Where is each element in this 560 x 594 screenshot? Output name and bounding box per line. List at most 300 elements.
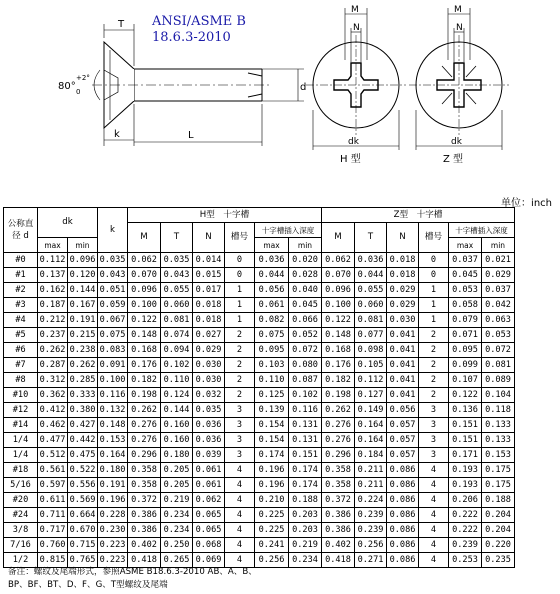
table-cell: 0.711 (38, 508, 68, 523)
table-cell: 0.029 (482, 268, 515, 283)
table-cell: 0.239 (355, 523, 387, 538)
table-cell: 0.203 (289, 508, 322, 523)
table-cell: 1 (225, 313, 255, 328)
table-cell: 0.222 (449, 523, 482, 538)
header-h-depth-max: max (255, 238, 289, 253)
table-cell: 0.032 (193, 388, 225, 403)
table-cell: 0.256 (255, 553, 289, 568)
table-cell: 0.144 (161, 403, 193, 418)
table-cell: 0.276 (128, 433, 161, 448)
table-cell: 0.060 (161, 298, 193, 313)
label-d: d (300, 82, 307, 93)
table-cell: 3 (225, 448, 255, 463)
table-cell: 3 (225, 418, 255, 433)
table-cell: 0.075 (255, 328, 289, 343)
table-cell: 0 (419, 253, 449, 268)
label-k: k (114, 129, 120, 140)
table-cell: 0.041 (387, 373, 419, 388)
table-cell: 0.095 (449, 343, 482, 358)
table-cell: 2 (419, 343, 449, 358)
header-z-N: N (387, 223, 419, 253)
table-cell: 0.205 (161, 463, 193, 478)
note (8, 566, 257, 592)
standard-line-2: 18.6.3-2010 (152, 30, 231, 45)
table-cell: 0.051 (98, 283, 128, 298)
table-cell: 4 (225, 508, 255, 523)
table-cell: 0.065 (193, 523, 225, 538)
table-cell: 0.040 (289, 283, 322, 298)
table-cell: 0.372 (322, 493, 355, 508)
header-z-T: T (355, 223, 387, 253)
table-cell: 0.198 (128, 388, 161, 403)
table-cell: 0.072 (289, 343, 322, 358)
table-cell: 0.079 (449, 313, 482, 328)
table-cell: 0.153 (482, 448, 515, 463)
table-cell: 0.241 (255, 538, 289, 553)
table-cell: 0.074 (161, 328, 193, 343)
table-cell: 0.250 (161, 538, 193, 553)
table-cell: 0.102 (161, 358, 193, 373)
table-cell: 0.188 (482, 493, 515, 508)
table-cell: 0.402 (128, 538, 161, 553)
table-cell: 1 (419, 313, 449, 328)
table-cell: 2 (225, 328, 255, 343)
table-cell: 0.036 (255, 253, 289, 268)
table-cell: 0.191 (98, 478, 128, 493)
table-cell: 0.386 (128, 523, 161, 538)
row-size-cell: #5 (4, 328, 38, 343)
table-cell: 0.041 (387, 358, 419, 373)
table-cell: 0.105 (355, 358, 387, 373)
row-size-cell: #10 (4, 388, 38, 403)
table-cell: 0.256 (355, 538, 387, 553)
table-cell: 0.180 (98, 463, 128, 478)
table-cell: 4 (419, 523, 449, 538)
table-cell: 0.174 (289, 478, 322, 493)
table-cell: 4 (225, 478, 255, 493)
table-cell: 0.136 (449, 403, 482, 418)
header-h-depth: 十字槽插入深度 (255, 223, 322, 238)
row-size-cell: #3 (4, 298, 38, 313)
table-cell: 0.234 (161, 508, 193, 523)
table-cell: 0.418 (128, 553, 161, 568)
header-z-depth-min: min (482, 238, 515, 253)
row-size-cell: #18 (4, 463, 38, 478)
table-cell: 0.070 (322, 268, 355, 283)
table-cell: 4 (225, 463, 255, 478)
table-cell: 0.287 (38, 358, 68, 373)
table-cell: 4 (419, 478, 449, 493)
table-cell: 0.276 (128, 418, 161, 433)
table-cell: 0.204 (482, 523, 515, 538)
table-cell: 0.081 (161, 313, 193, 328)
table-cell: 0.116 (98, 388, 128, 403)
table-cell: 0.175 (482, 463, 515, 478)
table-cell: 0.069 (193, 553, 225, 568)
angle-label: 80° (58, 81, 76, 92)
table-cell: 0.086 (387, 493, 419, 508)
table-cell: 0.412 (38, 403, 68, 418)
table-cell: 0.065 (193, 508, 225, 523)
table-cell: 0.148 (128, 328, 161, 343)
table-cell: 0.154 (255, 433, 289, 448)
table-cell: 0.122 (128, 313, 161, 328)
table-cell: 0.187 (38, 298, 68, 313)
table-cell: 0.717 (38, 523, 68, 538)
table-row (4, 313, 515, 328)
table-cell: 0.057 (387, 448, 419, 463)
table-cell: 0.223 (98, 553, 128, 568)
table-cell: 0.174 (255, 448, 289, 463)
table-cell: 0.062 (128, 253, 161, 268)
table-cell: 0.182 (322, 373, 355, 388)
table-cell: 3 (419, 433, 449, 448)
table-row (4, 343, 515, 358)
table-cell: 0.066 (289, 313, 322, 328)
table-cell: 0.253 (449, 553, 482, 568)
row-size-cell: #14 (4, 418, 38, 433)
table-cell: 3 (225, 433, 255, 448)
header-z-depth: 十字槽插入深度 (449, 223, 515, 238)
table-cell: 0.512 (38, 448, 68, 463)
table-cell: 0.110 (255, 373, 289, 388)
header-h-slot-no: 槽号 (225, 223, 255, 253)
table-cell: 0.035 (193, 403, 225, 418)
table-cell: 0.386 (322, 508, 355, 523)
table-cell: 0.333 (68, 388, 98, 403)
table-cell: 0.058 (449, 298, 482, 313)
table-cell: 0.041 (387, 343, 419, 358)
table-row (4, 373, 515, 388)
row-size-cell: 3/8 (4, 523, 38, 538)
table-cell: 0.276 (322, 433, 355, 448)
table-cell: 0.296 (128, 448, 161, 463)
table-cell: 0.112 (355, 373, 387, 388)
z-label-dk: dk (451, 137, 462, 147)
table-cell: 0.191 (68, 313, 98, 328)
table-cell: 0.765 (68, 553, 98, 568)
table-cell: 0.041 (387, 388, 419, 403)
table-cell: 0.148 (322, 328, 355, 343)
table-cell: 2 (225, 373, 255, 388)
table-cell: 0.125 (255, 388, 289, 403)
row-size-cell: #8 (4, 373, 38, 388)
table-cell: 4 (225, 538, 255, 553)
table-cell: 2 (419, 373, 449, 388)
header-z-group: Z型 十字槽 (322, 208, 515, 223)
table-row (4, 253, 515, 268)
table-cell: 0.103 (255, 358, 289, 373)
table-cell: 0.182 (128, 373, 161, 388)
table-cell: 0.037 (482, 283, 515, 298)
table-cell: 0.043 (98, 268, 128, 283)
table-cell: 0.021 (482, 253, 515, 268)
table-cell: 0.204 (482, 508, 515, 523)
header-h-N: N (193, 223, 225, 253)
table-cell: 0.160 (161, 418, 193, 433)
table-cell: 0.196 (255, 463, 289, 478)
table-cell: 0.569 (68, 493, 98, 508)
header-z-M: M (322, 223, 355, 253)
table-cell: 0.042 (482, 298, 515, 313)
table-cell: 0.036 (355, 253, 387, 268)
table-cell: 0.175 (482, 478, 515, 493)
table-cell: 0.028 (289, 268, 322, 283)
table-cell: 0.380 (68, 403, 98, 418)
table-row (4, 463, 515, 478)
table-cell: 0.018 (193, 313, 225, 328)
table-cell: 0.137 (38, 268, 68, 283)
table-cell: 0.149 (355, 403, 387, 418)
table-cell: 0.081 (482, 358, 515, 373)
screw-technical-drawing (0, 0, 560, 200)
table-cell: 0.235 (482, 553, 515, 568)
table-cell: 0.035 (98, 253, 128, 268)
table-cell: 0.086 (387, 523, 419, 538)
table-cell: 0.082 (255, 313, 289, 328)
table-cell: 0.193 (449, 463, 482, 478)
table-cell: 2 (225, 388, 255, 403)
row-size-cell: #20 (4, 493, 38, 508)
table-cell: 0.222 (449, 508, 482, 523)
table-cell: 0.167 (68, 298, 98, 313)
table-cell: 0.148 (98, 418, 128, 433)
table-cell: 0.086 (387, 538, 419, 553)
table-cell: 0.116 (289, 403, 322, 418)
header-nominal-diameter: 公称直径 d (4, 208, 38, 253)
table-cell: 0.132 (98, 403, 128, 418)
table-cell: 0.118 (482, 403, 515, 418)
header-dk: dk (38, 208, 98, 238)
table-cell: 0.053 (449, 283, 482, 298)
table-cell: 0.442 (68, 433, 98, 448)
table-cell: 0.035 (161, 253, 193, 268)
table-cell: 0.220 (482, 538, 515, 553)
table-cell: 0.212 (38, 313, 68, 328)
table-cell: 0.418 (322, 553, 355, 568)
label-T: T (118, 19, 125, 30)
table-cell: 0.102 (289, 388, 322, 403)
table-row (4, 358, 515, 373)
table-cell: 0.100 (128, 298, 161, 313)
table-cell: 0.061 (255, 298, 289, 313)
table-cell: 0.312 (38, 373, 68, 388)
table-cell: 0.086 (387, 463, 419, 478)
table-row (4, 268, 515, 283)
table-cell: 0.144 (68, 283, 98, 298)
h-label-M: M (351, 5, 359, 15)
table-cell: 0.362 (38, 388, 68, 403)
table-cell: 0.041 (387, 328, 419, 343)
table-cell: 0.133 (482, 433, 515, 448)
table-cell: 0.071 (449, 328, 482, 343)
table-cell: 4 (419, 508, 449, 523)
table-cell: 0.055 (355, 283, 387, 298)
table-cell: 0.044 (355, 268, 387, 283)
table-cell: 0.037 (449, 253, 482, 268)
table-cell: 0.131 (289, 433, 322, 448)
table-cell: 0.219 (289, 538, 322, 553)
table-cell: 0.358 (128, 478, 161, 493)
row-size-cell: 1/4 (4, 433, 38, 448)
table-cell: 0.131 (289, 418, 322, 433)
table-cell: 0.196 (98, 493, 128, 508)
table-cell: 0.276 (322, 418, 355, 433)
table-cell: 0.372 (128, 493, 161, 508)
table-row (4, 388, 515, 403)
table-cell: 0.057 (387, 433, 419, 448)
table-cell: 0.196 (255, 478, 289, 493)
table-cell: 0.107 (449, 373, 482, 388)
row-size-cell: 7/16 (4, 538, 38, 553)
table-cell: 0.522 (68, 463, 98, 478)
row-size-cell: #24 (4, 508, 38, 523)
header-z-slot-no: 槽号 (419, 223, 449, 253)
table-cell: 0.112 (38, 253, 68, 268)
table-cell: 2 (419, 328, 449, 343)
table-cell: 0.597 (38, 478, 68, 493)
table-cell: 0.053 (482, 328, 515, 343)
table-cell: 0.036 (193, 418, 225, 433)
table-cell: 4 (225, 523, 255, 538)
table-cell: 0.029 (387, 298, 419, 313)
table-cell: 0.030 (387, 313, 419, 328)
table-cell: 0.044 (255, 268, 289, 283)
table-cell: 0.164 (355, 433, 387, 448)
table-cell: 4 (225, 553, 255, 568)
table-cell: 0.154 (255, 418, 289, 433)
row-size-cell: 1/4 (4, 448, 38, 463)
table-cell: 0.427 (68, 418, 98, 433)
table-row (4, 538, 515, 553)
table-cell: 0.018 (193, 298, 225, 313)
z-type-label: Z 型 (443, 154, 464, 165)
table-cell: 0.210 (255, 493, 289, 508)
table-cell: 0.211 (355, 478, 387, 493)
table-cell: 2 (225, 358, 255, 373)
table-cell: 0.664 (68, 508, 98, 523)
row-size-cell: 1/2 (4, 553, 38, 568)
table-cell: 0.086 (387, 553, 419, 568)
table-cell: 0.104 (482, 388, 515, 403)
table-cell: 0.030 (193, 358, 225, 373)
row-size-cell: #0 (4, 253, 38, 268)
table-cell: 0.198 (322, 388, 355, 403)
row-size-cell: #4 (4, 313, 38, 328)
table-cell: 0.133 (482, 418, 515, 433)
table-cell: 0.086 (387, 478, 419, 493)
table-cell: 4 (419, 538, 449, 553)
table-cell: 1 (225, 298, 255, 313)
table-cell: 0.036 (193, 433, 225, 448)
header-z-depth-max: max (449, 238, 482, 253)
table-cell: 0.193 (449, 478, 482, 493)
table-cell: 0.039 (193, 448, 225, 463)
table-cell: 0 (225, 253, 255, 268)
table-row (4, 403, 515, 418)
table-cell: 0.072 (482, 343, 515, 358)
table-cell: 0.296 (322, 448, 355, 463)
table-cell: 0.228 (98, 508, 128, 523)
table-row (4, 328, 515, 343)
table-cell: 0.017 (193, 283, 225, 298)
table-cell: 0.180 (161, 448, 193, 463)
table-cell: 0.162 (38, 283, 68, 298)
table-cell: 0.075 (98, 328, 128, 343)
table-cell: 0.386 (128, 508, 161, 523)
table-cell: 0.083 (98, 343, 128, 358)
table-cell: 0.055 (161, 283, 193, 298)
table-cell: 0.060 (355, 298, 387, 313)
table-cell: 0.096 (128, 283, 161, 298)
table-cell: 0.239 (355, 508, 387, 523)
table-cell: 0.029 (387, 283, 419, 298)
table-cell: 0.120 (68, 268, 98, 283)
table-cell: 0.160 (161, 433, 193, 448)
table-cell: 0.462 (38, 418, 68, 433)
note-line-2: BP、BF、BT、D、F、G、T型螺纹及尾端 (8, 580, 168, 590)
table-cell: 0.043 (161, 268, 193, 283)
table-cell: 0.015 (193, 268, 225, 283)
table-cell: 0.095 (255, 343, 289, 358)
table-cell: 0.611 (38, 493, 68, 508)
header-h-depth-min: min (289, 238, 322, 253)
table-cell: 3 (419, 418, 449, 433)
table-cell: 0.059 (98, 298, 128, 313)
table-cell: 0.100 (98, 373, 128, 388)
table-cell: 0.171 (449, 448, 482, 463)
table-cell: 4 (419, 463, 449, 478)
table-cell: 0 (225, 268, 255, 283)
unit-label: 单位：inch (501, 198, 552, 209)
table-cell: 0.056 (387, 403, 419, 418)
table-cell: 0.188 (289, 493, 322, 508)
table-cell: 4 (419, 493, 449, 508)
table-row (4, 298, 515, 313)
row-size-cell: 5/16 (4, 478, 38, 493)
table-cell: 0.045 (449, 268, 482, 283)
table-cell: 0.077 (355, 328, 387, 343)
table-cell: 0.030 (193, 373, 225, 388)
table-row (4, 508, 515, 523)
table-cell: 0.139 (255, 403, 289, 418)
table-cell: 0.056 (255, 283, 289, 298)
table-cell: 0.089 (482, 373, 515, 388)
table-cell: 0.014 (193, 253, 225, 268)
table-cell: 0.080 (289, 358, 322, 373)
table-cell: 0.168 (128, 343, 161, 358)
table-cell: 0.020 (289, 253, 322, 268)
header-dk-max: max (38, 238, 68, 253)
table-cell: 0.205 (161, 478, 193, 493)
table-cell: 0.176 (322, 358, 355, 373)
table-cell: 0.206 (449, 493, 482, 508)
table-cell: 0.477 (38, 433, 68, 448)
table-cell: 0.174 (289, 463, 322, 478)
table-row (4, 448, 515, 463)
table-cell: 0.358 (128, 463, 161, 478)
table-cell: 0.153 (98, 433, 128, 448)
table-cell: 0.285 (68, 373, 98, 388)
table-cell: 0.815 (38, 553, 68, 568)
table-cell: 0.110 (161, 373, 193, 388)
table-cell: 0.234 (161, 523, 193, 538)
table-cell: 0.070 (128, 268, 161, 283)
angle-tol-lower: 0 (76, 88, 81, 96)
table-cell: 0.265 (161, 553, 193, 568)
table-cell: 0.099 (449, 358, 482, 373)
table-cell: 1 (419, 298, 449, 313)
